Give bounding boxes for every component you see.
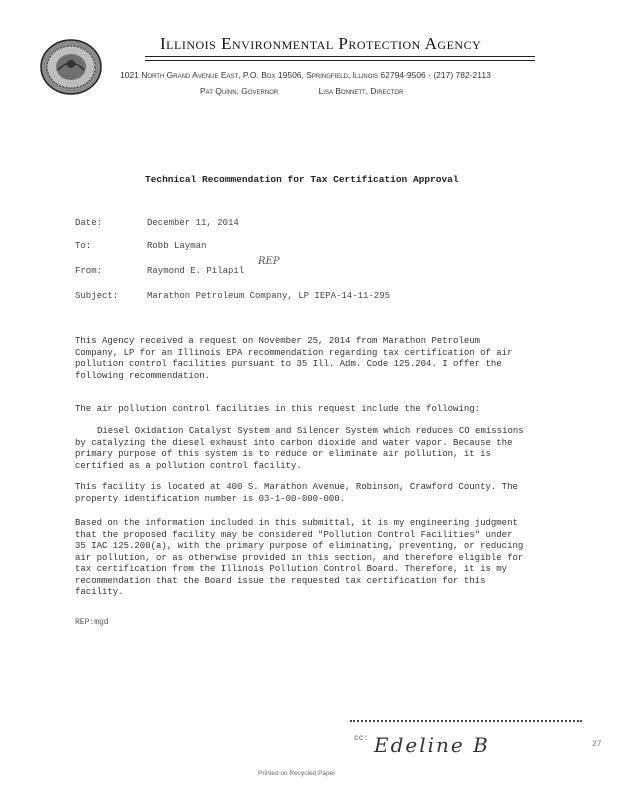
date-value: December 11, 2014 [147,218,239,228]
subject-label: Subject: [75,291,119,301]
agency-officials [200,86,560,96]
document-title: Technical Recommendation for Tax Certification Approval [145,174,459,185]
subject-row [75,291,390,301]
body-paragraph [75,404,525,416]
from-value: Raymond E. Pilapil [147,266,245,276]
agency-address: 1021 North Grand Avenue East, P.O. Box 19506, Springfield, Illinois 62794-9506 · (217) 782-2113 [120,70,491,80]
date-label: Date: [75,218,103,228]
date-row [75,218,239,228]
recycled-paper-note: Printed on Recycled Paper [258,770,336,777]
paragraph-location: This facility is located at 400 S. Marathon Avenue, Robinson, Crawford County. The property identification number is 03-1-00-000-000. [75,482,518,504]
cc-divider [350,720,582,722]
agency-name: Illinois Environmental Protection Agency [160,34,482,53]
paragraph-request: This Agency received a request on November 25, 2014 from Marathon Petroleum Company, LP for an Illinois EPA recommendation regarding tax certification of air pollution control facilities pursuant to 35 Ill. Adm. Code 125.204. I offer the following recommendation. [75,336,513,381]
body-paragraph [75,482,525,505]
body-paragraph [75,518,525,599]
to-label: To: [75,241,92,251]
typist-initials: REP:mgd [75,618,109,627]
from-label: From: [75,266,103,276]
paragraph-facilities-intro: The air pollution control facilities in this request include the following: [75,404,481,414]
body-paragraph [75,336,525,382]
body-paragraph [75,426,525,472]
letterhead-rule [145,56,535,57]
director-name: Lisa Bonnett, Director [318,86,404,96]
subject-value: Marathon Petroleum Company, LP IEPA-14-11-295 [147,291,391,301]
handwritten-signature: Edeline B [374,733,490,757]
margin-mark: 27 [592,740,602,749]
from-row [75,266,244,276]
to-row [75,241,206,251]
to-value: Robb Layman [147,241,207,251]
from-signature: REP [258,256,280,267]
paragraph-facility-description: Diesel Oxidation Catalyst System and Silencer System which reduces CO emissions by catalyzing the diesel exhaust into carbon dioxide and water vapor. Because the primary purpose of this system is to reduce or eliminate air pollution, it is certified as a pollution control facility. [75,426,524,471]
letterhead-rule-2 [145,60,535,61]
paragraph-recommendation: Based on the information included in this submittal, it is my engineering judgment that the proposed facility may be considered "Pollution Control Facilities" under 35 IAC 125.200(a), with the primary purpose of eliminating, preventing, or reducing air pollution, or as otherwise provided in this section, and therefore eligible for tax certification from the Illinois Pollution Control Board. Therefore, it is my recommendation that the Board issue the requested tax certification for this facility. [75,518,524,597]
state-seal-icon [40,38,102,96]
cc-label: cc: [354,734,369,743]
governor-name: Pat Quinn, Governor [200,86,279,96]
